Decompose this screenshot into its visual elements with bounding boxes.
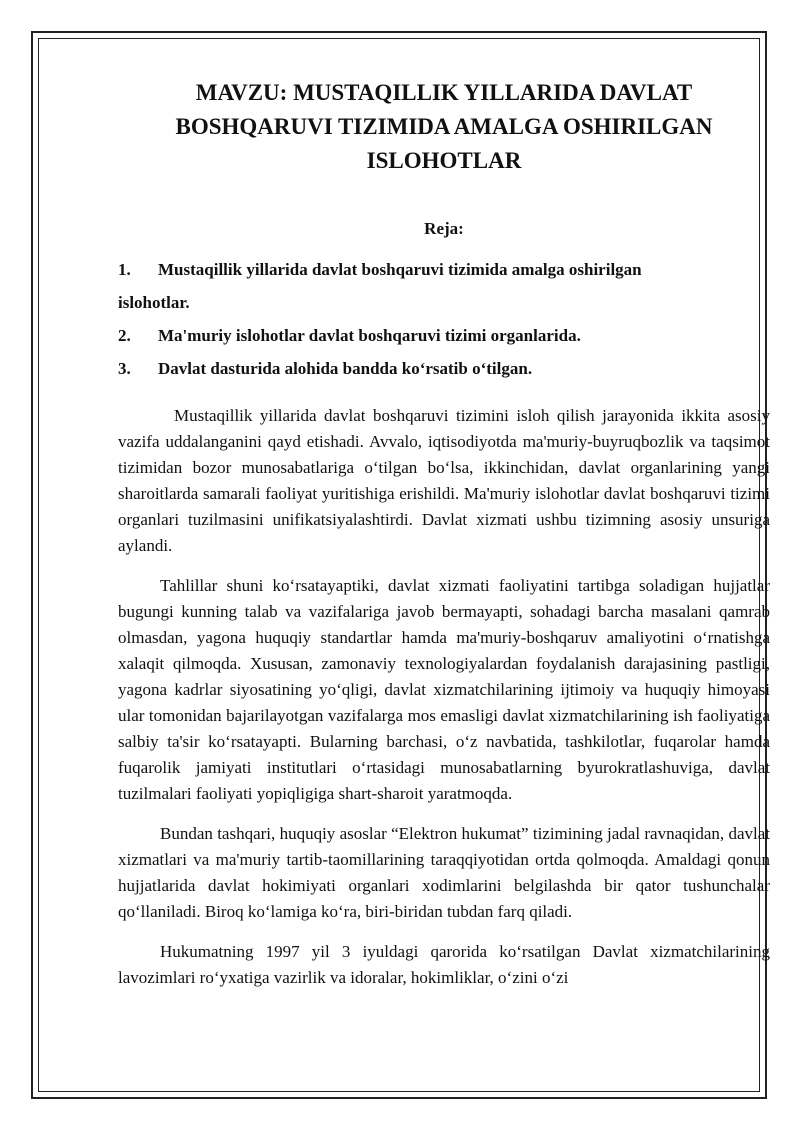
paragraph: Hukumatning 1997 yil 3 iyuldagi qarorida ko‘rsatilgan Davlat xizmatchilarining lavozimlari ro‘yxatiga vazirlik va idoralar, hokimliklar, o‘zini o‘zi bbox=[118, 942, 770, 987]
plan-item-number: 3. bbox=[118, 359, 131, 378]
plan-list bbox=[118, 253, 770, 385]
paragraph: Tahlillar shuni ko‘rsatayaptiki, davlat xizmati faoliyatini tartibga soladigan hujjatlar bugungi kunning talab va vazifalariga javob bermayapti, sohadagi barcha masalani qamrab olmasdan, yagona huquqiy standartlar hamda ma'muriy-boshqaruv amaliyotini o‘rnatishga xalaqit qilmoqda. Xususan, zamonaviy texnologiyalardan foydalanish darajasining pastligi, yagona kadrlar siyosatining yo‘qligi, davlat xizmatchilarining ijtimoiy va huquqiy himoyasi ular tomonidan bajarilayotgan vazifalarga mos emasligi davlat xizmatchilarining ish faoliyatiga salbiy ta'sir ko‘rsatayapti. Bularning barchasi, o‘z navbatida, tashkilotlar, fuqarolar hamda fuqarolik jamiyati institutlari o‘rtasidagi munosabatlarning byurokratlashuviga, davlat tuzilmalari faoliyati yopiqligiga shart-sharoit yaratmoqda. bbox=[118, 576, 770, 803]
plan-item bbox=[118, 253, 770, 319]
plan-item-text: Mustaqillik yillarida davlat boshqaruvi tizimida amalga oshirilgan bbox=[158, 260, 642, 279]
plan-item-text: Ma'muriy islohotlar davlat boshqaruvi tizimi organlarida. bbox=[158, 326, 581, 345]
plan-item-number: 2. bbox=[118, 326, 131, 345]
plan-item-text: Davlat dasturida alohida bandda ko‘rsatib o‘tilgan. bbox=[158, 359, 533, 378]
plan-item bbox=[118, 352, 770, 385]
body-text bbox=[118, 403, 770, 991]
document-content bbox=[118, 76, 770, 1005]
paragraph: Bundan tashqari, huquqiy asoslar “Elektron hukumat” tizimining jadal ravnaqidan, davlat xizmatlari va ma'muriy tartib-taomillarining taraqqiyotidan ortda qolmoqda. Amaldagi qonun hujjatlarida davlat hokimiyati organlari xodimlarini belgilashda bir qator tushunchalar qo‘llaniladi. Biroq ko‘lamiga ko‘ra, biri-biridan tubdan farq qiladi. bbox=[118, 824, 770, 921]
plan-item-number: 1. bbox=[118, 260, 131, 279]
plan-heading: Reja: bbox=[424, 219, 464, 238]
plan-item-text-continued: islohotlar. bbox=[118, 293, 190, 312]
paragraph: Mustaqillik yillarida davlat boshqaruvi tizimini isloh qilish jarayonida ikkita asosiy vazifa uddalanganini qayd etishadi. Avvalo, iqtisodiyotda ma'muriy-buyruqbozlik va taqsimot tizimidan bozor munosabatlariga o‘tilgan bo‘lsa, ikkinchidan, davlat organlarining yangi sharoitlarda samarali faoliyat yuritishiga erishildi. Ma'muriy islohotlar davlat boshqaruvi tizimi organlari tuzilmasini unifikatsiyalashtirdi. Davlat xizmati ushbu tizimning asosiy unsuriga aylandi. bbox=[118, 406, 770, 555]
plan-item bbox=[118, 319, 770, 352]
document-title: MAVZU: MUSTAQILLIK YILLARIDA DAVLAT BOSHQARUVI TIZIMIDA AMALGA OSHIRILGAN ISLOHOTLAR bbox=[175, 80, 713, 173]
